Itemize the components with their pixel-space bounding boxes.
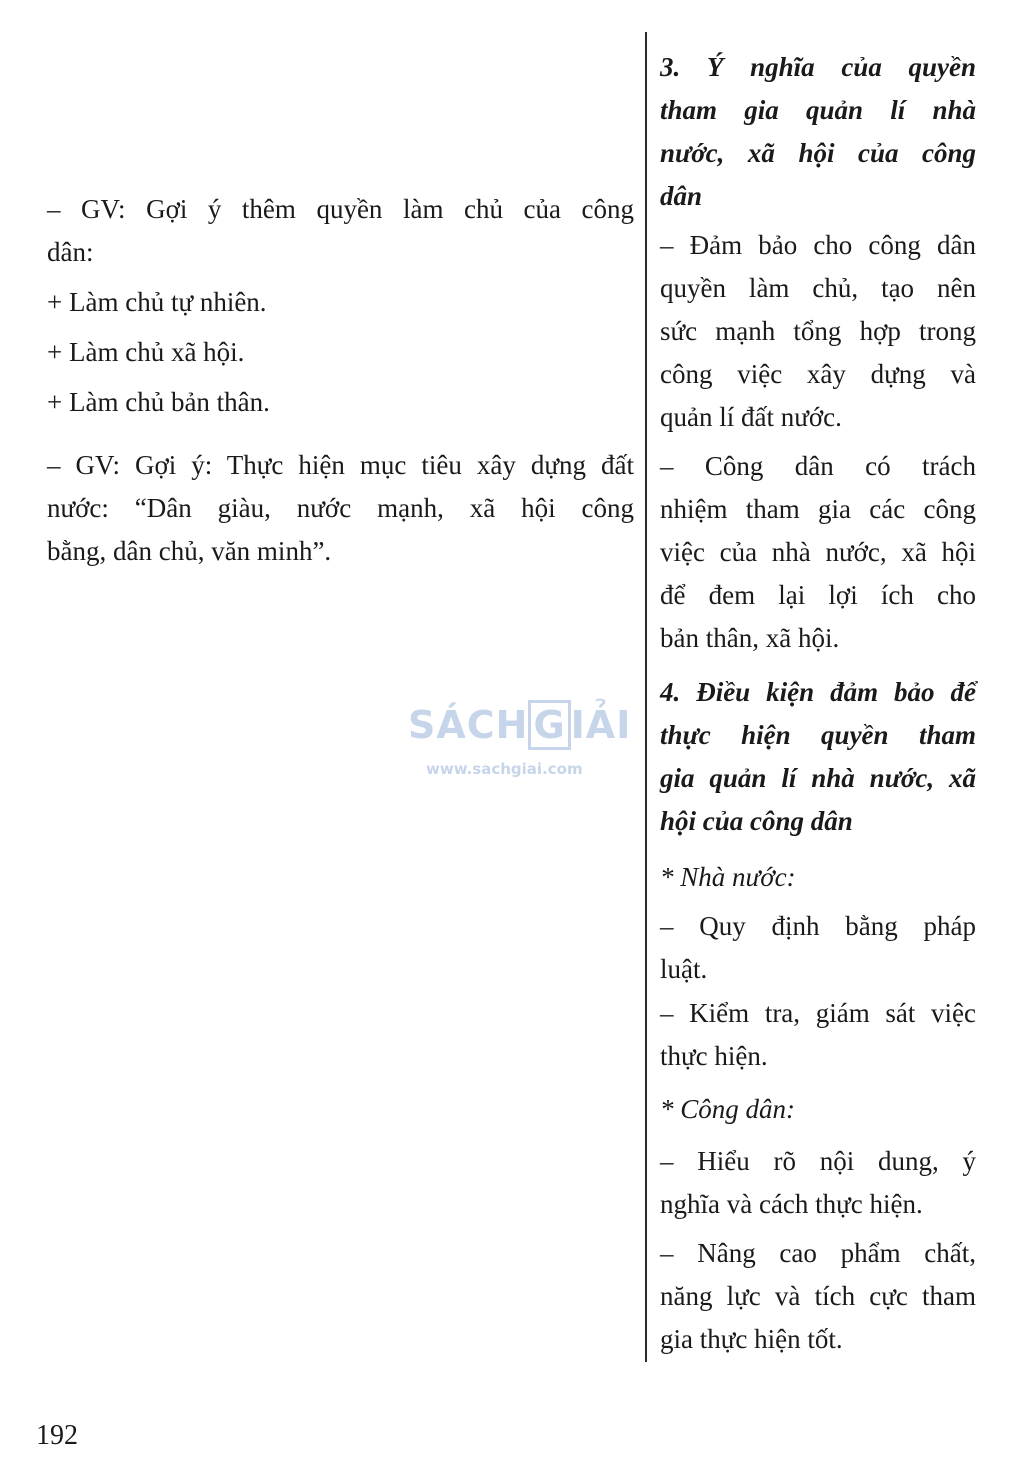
- heading-line: 4. Điều kiện đảm bảo để: [660, 677, 976, 707]
- hint-line: – GV: Gợi ý thêm quyền làm chủ của công: [47, 194, 634, 224]
- heading-line: gia quản lí nhà nước, xã: [660, 763, 976, 793]
- text-line: việc của nhà nước, xã hội: [660, 537, 976, 567]
- heading-line: tham gia quản lí nhà: [660, 95, 976, 125]
- citizen-item-1: [660, 1140, 976, 1226]
- heading-line: thực hiện quyền tham: [660, 720, 976, 750]
- text-line: thực hiện.: [660, 1041, 768, 1071]
- text-line: bản thân, xã hội.: [660, 623, 840, 653]
- page-number: 192: [36, 1420, 78, 1451]
- list-item: + Làm chủ tự nhiên.: [47, 287, 267, 317]
- text-line: để đem lại lợi ích cho: [660, 580, 976, 610]
- text-line: – Hiểu rõ nội dung, ý: [660, 1146, 976, 1176]
- citizen-item-2: [660, 1232, 976, 1361]
- heading-line: dân: [660, 181, 703, 211]
- text-line: – Nâng cao phẩm chất,: [660, 1238, 976, 1268]
- hint-line: nước: “Dân giàu, nước mạnh, xã hội công: [47, 493, 634, 523]
- column-divider: [645, 32, 647, 1362]
- text-line: nghĩa và cách thực hiện.: [660, 1189, 923, 1219]
- text-line: sức mạnh tổng hợp trong: [660, 316, 976, 346]
- text-line: nhiệm tham gia các công: [660, 494, 976, 524]
- hint-line: bằng, dân chủ, văn minh”.: [47, 536, 332, 566]
- hint-list: [47, 281, 634, 424]
- text-line: công việc xây dựng và: [660, 359, 976, 389]
- section-3-paragraph-1: [660, 224, 976, 439]
- text-line: – Công dân có trách: [660, 451, 976, 481]
- citizen-label: * Công dân:: [660, 1094, 795, 1124]
- text-line: – Quy định bằng pháp: [660, 911, 976, 941]
- watermark: [408, 690, 632, 790]
- text-line: – Kiểm tra, giám sát việc: [660, 998, 976, 1028]
- state-item-1: [660, 905, 976, 991]
- heading-line: 3. Ý nghĩa của quyền: [660, 52, 976, 82]
- state-item-2: [660, 992, 976, 1078]
- section-4-heading: [660, 671, 976, 843]
- watermark-logo: SÁCH G IẢI: [408, 700, 618, 750]
- hint-line: – GV: Gợi ý: Thực hiện mục tiêu xây dựng đất: [47, 450, 634, 480]
- teacher-hint-2: [47, 444, 634, 573]
- teacher-hint-1: [47, 188, 634, 274]
- hint-line: dân:: [47, 237, 94, 267]
- heading-line: hội của công dân: [660, 806, 853, 836]
- section-3-heading: [660, 46, 976, 218]
- text-line: quản lí đất nước.: [660, 402, 842, 432]
- list-item: + Làm chủ bản thân.: [47, 387, 270, 417]
- section-3-paragraph-2: [660, 445, 976, 660]
- list-item: + Làm chủ xã hội.: [47, 337, 245, 367]
- heading-line: nước, xã hội của công: [660, 138, 976, 168]
- text-line: luật.: [660, 954, 708, 984]
- text-line: quyền làm chủ, tạo nên: [660, 273, 976, 303]
- watermark-url: www.sachgiai.com: [426, 760, 583, 778]
- text-line: – Đảm bảo cho công dân: [660, 230, 976, 260]
- text-line: gia thực hiện tốt.: [660, 1324, 843, 1354]
- text-line: năng lực và tích cực tham: [660, 1281, 976, 1311]
- state-label: * Nhà nước:: [660, 862, 796, 892]
